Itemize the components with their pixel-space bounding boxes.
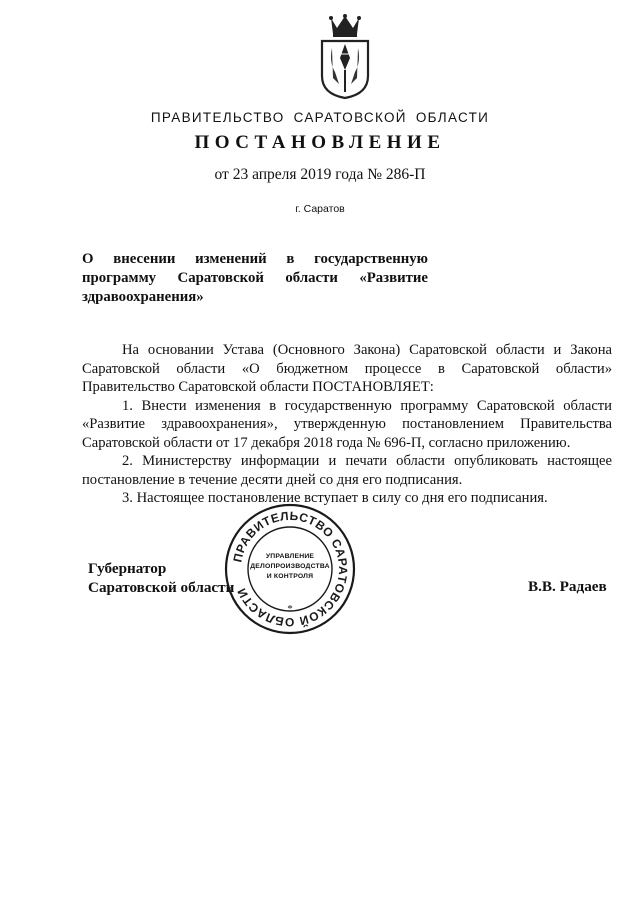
coat-of-arms-emblem [319,14,371,100]
signatory-title [88,559,234,597]
signatory-name: В.В. Радаев [528,578,607,595]
stamp-inner-line-1: УПРАВЛЕНИЕ [265,553,315,560]
clause-2-paragraph: 2. Министерству информации и печати области опубликовать настоящее постановление в течение десяти дней со дня его подписания. [82,453,612,488]
clause-1-paragraph: 1. Внести изменения в государственную программу Саратовской области «Развитие здравоохранения», утвержденную постановлением Правительства Саратовской области от 17 декабря 2018 года № 696-П, согласно приложению. [82,397,612,451]
decree-body [82,341,612,508]
stamp-inner-line-3: И КОНТРОЛЯ [266,573,314,580]
document-type-title: ПОСТАНОВЛЕНИЕ [194,132,446,153]
preamble-paragraph: На основании Устава (Основного Закона) Саратовской области и Закона Саратовской области «О бюджетном процессе в Саратовской области» Правительство Саратовской области ПОСТАНОВЛЯЕТ: [82,342,612,395]
decree-subject: О внесении изменений в государственную программу Саратовской области «Развитие здравоохранения» [82,251,428,305]
issue-city: г. Саратов [295,203,345,215]
stamp-star-icon: * [287,603,293,615]
clause-3-paragraph: 3. Настоящее постановление вступает в силу со дня его подписания. [122,490,548,506]
signatory-title-line-2: Саратовской области [88,579,235,596]
stamp-ring-text: ПРАВИТЕЛЬСТВО САРАТОВСКОЙ ОБЛАСТИ [230,508,351,630]
stamp-inner-text [224,552,356,582]
decree-date-number: от 23 апреля 2019 года № 286-П [214,166,426,183]
stamp-inner-line-2: ДЕЛОПРОИЗВОДСТВА [250,563,330,570]
signatory-title-line-1: Губернатор [88,560,167,577]
government-name: ПРАВИТЕЛЬСТВО САРАТОВСКОЙ ОБЛАСТИ [150,110,490,125]
